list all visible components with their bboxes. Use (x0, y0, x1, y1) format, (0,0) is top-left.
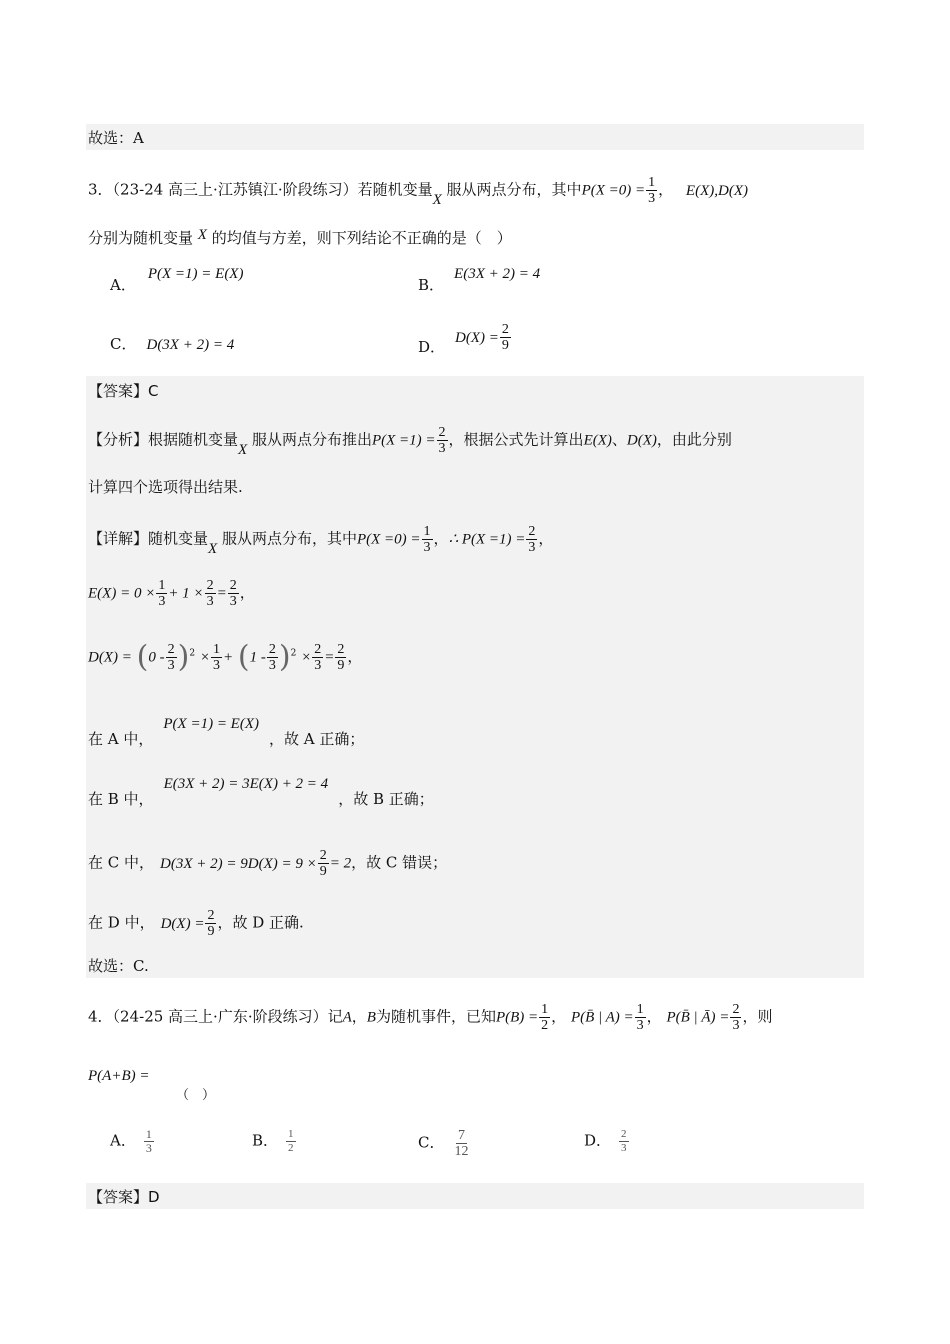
q3-ex-line: E(X) = 0 × $\frac{1}{3}$ + 1 × $\frac{2}{3}$ = $\frac{2}{3}$ ， (88, 578, 255, 609)
q3-check-d: 在 D 中， D(X) = $\frac{2}{9}$ ，故 D 正确. (88, 908, 304, 939)
q4-option-c: C． $\frac{7}{12}$ (418, 1128, 469, 1159)
q3-final: 故选：C. (88, 957, 149, 975)
q3-analysis-line1: 【分析】根据随机变量X 服从两点分布推出P(X =1) = $\frac{2}{3}$ ，根据公式先计算出E(X)、D(X)，由此分别 (88, 425, 732, 458)
q3-option-d: D． D(X) = $\frac{2}{9}$ (418, 322, 509, 356)
answer-shade-prev (86, 124, 864, 150)
answer-shade-q4 (86, 1183, 864, 1209)
q3-answer: 【答案】C (88, 382, 159, 400)
q3-option-b: B．E(3X + 2) = 4 (418, 266, 541, 294)
q3-check-c: 在 C 中， D(3X + 2) = 9D(X) = 9 × $\frac{2}{9}$ = 2，故 C 错误； (88, 848, 448, 879)
solution-shade-q3 (86, 376, 864, 978)
q3-option-c: C． D(3X + 2) = 4 (110, 335, 235, 353)
q3-analysis-line2: 计算四个选项得出结果. (88, 478, 243, 496)
q4-option-b: B． $\frac{1}{2}$ (252, 1128, 294, 1154)
q3-option-a: A．P(X =1) = E(X) (110, 266, 244, 294)
q3-check-a: 在 A 中，P(X =1) = E(X)，故 A 正确； (88, 716, 365, 748)
q4-option-d: D． $\frac{2}{3}$ (584, 1128, 627, 1154)
q3-detail-line1: 【详解】随机变量X 服从两点分布，其中P(X =0) = $\frac{1}{3}$ ，∴ P(X =1) = $\frac{2}{3}$ ， (88, 524, 554, 557)
q3-stem-line1: 3．（23-24 高三上·江苏镇江·阶段练习）若随机变量X 服从两点分布，其中P(X =0) = $\frac{1}{3}$ ， E(X),D(X) (88, 175, 748, 208)
q3-check-b: 在 B 中，E(3X + 2) = 3E(X) + 2 = 4，故 B 正确； (88, 776, 434, 808)
q4-option-a: A． $\frac{1}{3}$ (110, 1127, 152, 1155)
q4-ask-line: P(A+B) = （ ） (88, 1068, 216, 1103)
q4-answer: 【答案】D (88, 1188, 160, 1206)
q4-stem-line1: 4．（24-25 高三上·广东·阶段练习）记A，B为随机事件，已知P(B) = $\frac{1}{2}$ ， P(B̄ | A) = $\frac{1}{3}$ ， P(B̄ | Ā) = $\frac{2}{3}$ ，则 (88, 1002, 773, 1033)
q3-stem-line2: 分别为随机变量 X 的均值与方差，则下列结论不正确的是（ ） (88, 227, 512, 247)
prev-answer: 故选：A (88, 129, 144, 147)
q3-dx-line: D(X) = (0 - $\frac{2}{3}$ )$^2$ × $\frac{1}{3}$ + (1 - $\frac{2}{3}$ )$^2$ × $\frac{2}{3}$ = $\frac{2}{9}$ ， (88, 639, 363, 675)
